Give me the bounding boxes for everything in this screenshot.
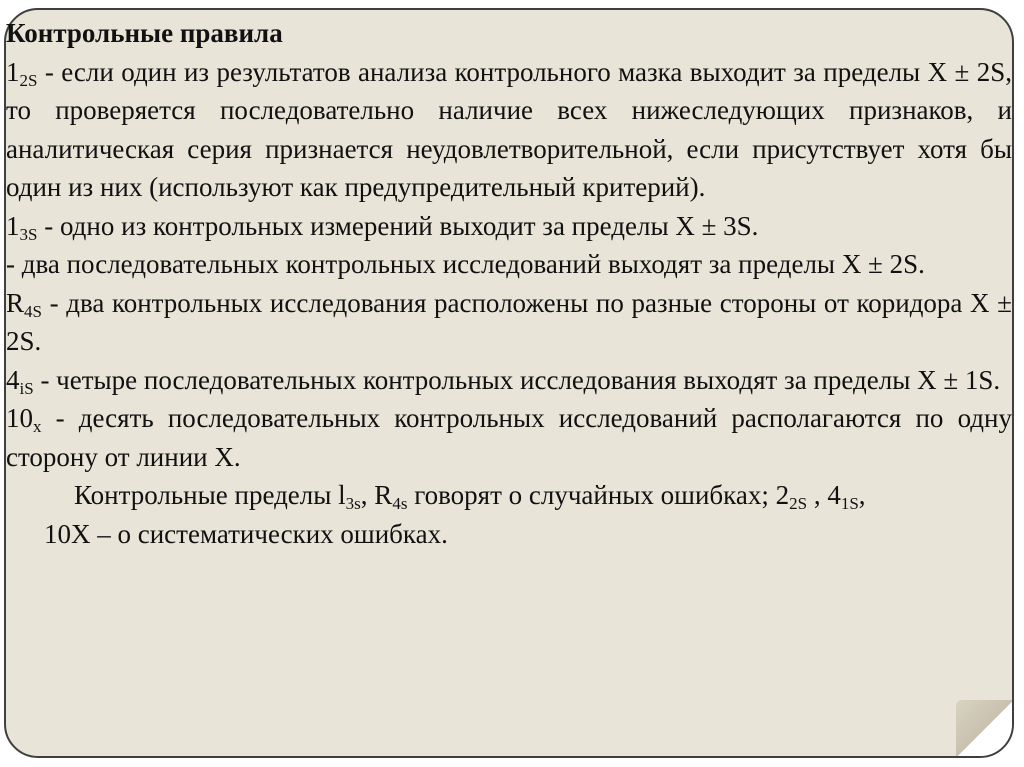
rule-1-2s [6, 53, 1012, 207]
slide-title: Контрольные правила [6, 18, 283, 48]
conclusion-subscript: 4s [392, 494, 408, 513]
rule-text: - четыре последовательных контрольных исследования выходят за пределы Х ± 1S. [33, 364, 1001, 395]
slide-text [6, 14, 1012, 553]
rule-subscript: 3S [19, 224, 38, 244]
conclusion-subscript: 3s [345, 494, 361, 513]
conclusion-text: , [858, 480, 866, 510]
rule-text: - два контрольных исследования расположены по разные стороны от коридора Х ± 2S. [6, 287, 1012, 356]
rule-text: - одно из контрольных измерений выходит за пределы Х ± 3S. [37, 210, 759, 241]
rule-r-4s [6, 284, 1012, 361]
rule-2-2s [6, 245, 1012, 284]
conclusion-subscript: 2S [789, 494, 808, 513]
rule-code: R [6, 287, 25, 318]
rule-subscript: iS [19, 378, 34, 398]
rule-subscript: 2S [19, 70, 38, 90]
rule-code: 1 [6, 56, 20, 87]
rule-4-1s [6, 361, 1012, 400]
conclusion-text: говорят о случайных ошибках; 2 [407, 480, 790, 510]
rule-text: - если один из результатов анализа контрольного мазка выходит за пределы Х ± 2S, то проверяется последовательно наличие всех нижеследующих признаков, и аналитическая серия признается неудовлетворительной, если присутствует хотя бы один из них (используют как предупредительный критерий). [6, 56, 1012, 202]
conclusion-line-2: 10Х – о систематических ошибках. [44, 518, 448, 549]
conclusion-text: , 4 [807, 480, 841, 510]
conclusion-subscript: 1S [840, 494, 859, 513]
rule-text: - два последовательных контрольных исследований выходят за пределы Х ± 2S. [6, 249, 925, 279]
rule-text: - десять последовательных контрольных исследований располагаются по одну сторону от линии Х. [6, 403, 1012, 472]
rule-1-3s [6, 207, 1012, 246]
rule-subscript: x [33, 417, 42, 436]
rule-code: 1 [6, 210, 20, 241]
rule-10-x [6, 399, 1012, 476]
conclusion-text: Контрольные пределы l [74, 480, 346, 510]
rule-code: 4 [6, 364, 20, 395]
conclusion-line-1 [6, 476, 1012, 515]
conclusion-text: , R [360, 480, 393, 510]
rule-code: 10 [6, 403, 33, 433]
rule-subscript: 4S [24, 301, 42, 321]
